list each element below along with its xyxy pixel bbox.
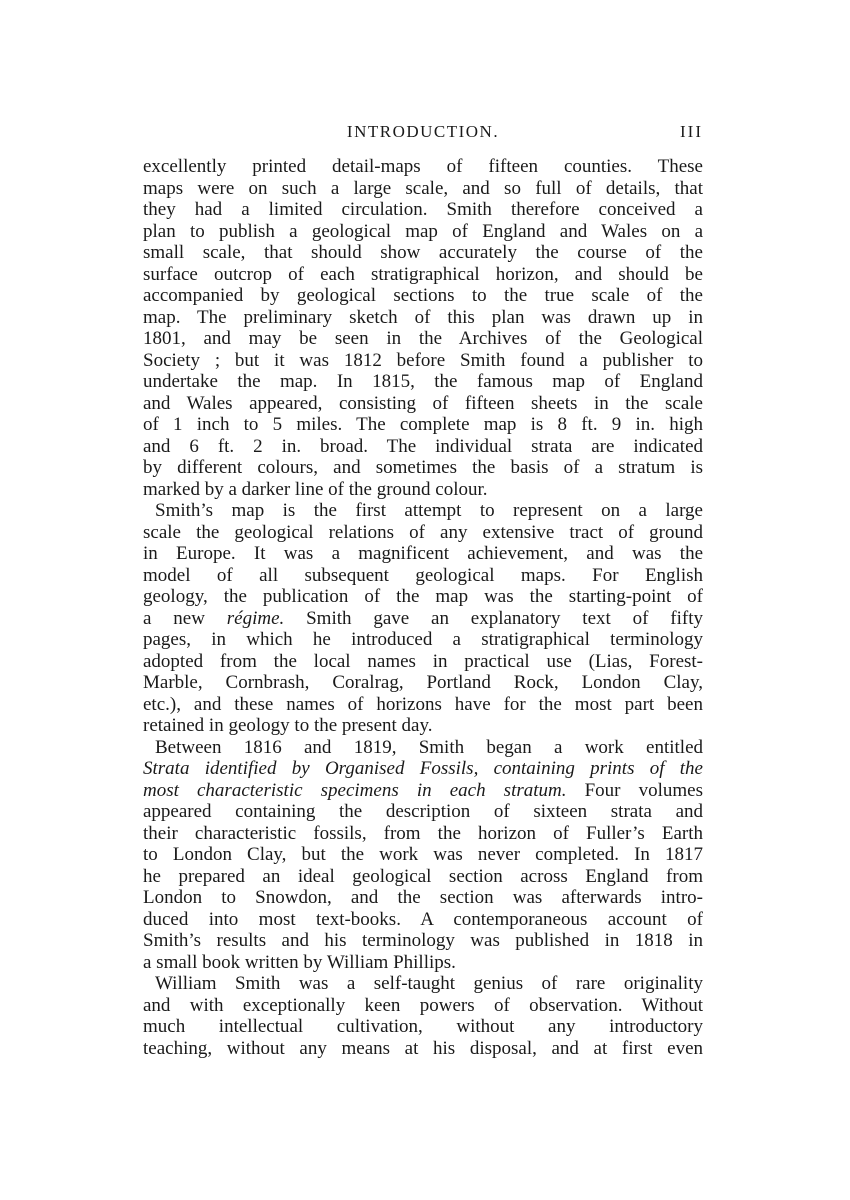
text-line: to London Clay, but the work was never completed. In 1817 <box>143 844 703 865</box>
paragraph <box>143 737 703 974</box>
text-line: maps were on such a large scale, and so full of details, that <box>143 177 703 199</box>
paragraph <box>143 156 703 500</box>
text-line: undertake the map. In 1815, the famous map of England <box>143 371 703 392</box>
text-line: Marble, Cornbrash, Coralrag, Portland Rock, London Clay, <box>143 672 703 693</box>
text-line: they had a limited circulation. Smith therefore conceived a <box>143 199 703 220</box>
text-line: appeared containing the description of sixteen strata and <box>143 801 703 822</box>
text-line: Smith’s map is the first attempt to represent on a large <box>155 500 703 521</box>
text-line: and Wales appeared, consisting of fifteen sheets in the scale <box>143 392 703 414</box>
paragraph <box>143 973 703 1059</box>
running-title: INTRODUCTION. <box>346 122 500 141</box>
body-text <box>143 156 703 1059</box>
text-line: and 6 ft. 2 in. broad. The individual strata are indicated <box>143 435 703 457</box>
text-line: accompanied by geological sections to the true scale of the <box>143 285 703 306</box>
text-line: a new régime. Smith gave an explanatory text of fifty <box>143 607 703 629</box>
text-line: most characteristic specimens in each stratum. Four volumes <box>143 779 703 801</box>
text-line: geology, the publication of the map was the starting-point of <box>143 586 703 607</box>
text-line: a small book written by William Phillips. <box>143 951 456 973</box>
text-line: excellently printed detail-maps of fifteen counties. These <box>143 156 703 177</box>
text-line: Between 1816 and 1819, Smith began a work entitled <box>155 736 703 758</box>
text-line: their characteristic fossils, from the horizon of Fuller’s Earth <box>143 822 703 844</box>
text-line: retained in geology to the present day. <box>143 715 433 736</box>
text-line: plan to publish a geological map of England and Wales on a <box>143 220 703 242</box>
text-line: William Smith was a self-taught genius of rare originality <box>155 973 703 994</box>
text-line: small scale, that should show accurately the course of the <box>143 242 703 263</box>
page-number: III <box>680 122 703 141</box>
text-line: map. The preliminary sketch of this plan was drawn up in <box>143 306 703 328</box>
text-line: much intellectual cultivation, without any introductory <box>143 1016 703 1037</box>
running-head <box>143 120 703 146</box>
paragraph <box>143 500 703 737</box>
text-line: by different colours, and sometimes the basis of a stratum is <box>143 457 703 478</box>
text-line: Smith’s results and his terminology was published in 1818 in <box>143 930 703 951</box>
text-line: model of all subsequent geological maps. For English <box>143 564 703 586</box>
text-line: in Europe. It was a magnificent achievement, and was the <box>143 543 703 564</box>
text-line: Strata identified by Organised Fossils, containing prints of the <box>143 758 703 779</box>
text-line: marked by a darker line of the ground colour. <box>143 478 488 500</box>
text-line: scale the geological relations of any extensive tract of ground <box>143 521 703 543</box>
text-line: duced into most text-books. A contemporaneous account of <box>143 908 703 930</box>
text-line: surface outcrop of each stratigraphical horizon, and should be <box>143 263 703 285</box>
text-line: 1801, and may be seen in the Archives of the Geological <box>143 328 703 349</box>
document-page <box>143 120 703 1059</box>
text-line: adopted from the local names in practical use (Lias, Forest- <box>143 650 703 672</box>
text-line: pages, in which he introduced a stratigraphical terminology <box>143 629 703 650</box>
text-line: teaching, without any means at his disposal, and at first even <box>143 1037 703 1059</box>
text-line: etc.), and these names of horizons have for the most part been <box>143 693 703 715</box>
text-line: of 1 inch to 5 miles. The complete map is 8 ft. 9 in. high <box>143 414 703 435</box>
text-line: he prepared an ideal geological section across England from <box>143 865 703 887</box>
text-line: and with exceptionally keen powers of observation. Without <box>143 994 703 1016</box>
text-line: Society ; but it was 1812 before Smith found a publisher to <box>143 349 703 371</box>
text-line: London to Snowdon, and the section was afterwards intro- <box>143 887 703 908</box>
